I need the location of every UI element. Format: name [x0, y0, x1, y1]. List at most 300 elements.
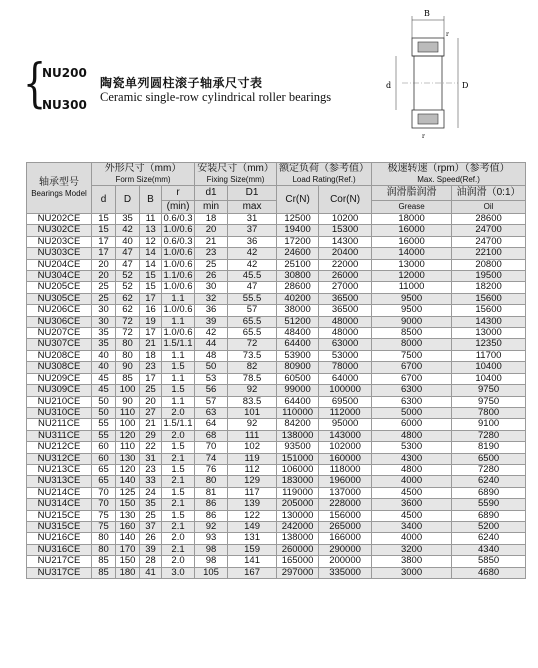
cell-D: 150: [116, 556, 140, 567]
cell-B: 11: [140, 214, 162, 225]
header-fixing-size: [195, 163, 277, 186]
cell-cor: 112000: [319, 407, 372, 418]
cell-oil: 7280: [452, 464, 526, 475]
cell-B: 16: [140, 305, 162, 316]
cell-oil: 10400: [452, 362, 526, 373]
cell-B: 21: [140, 419, 162, 430]
cell-d1: 56: [195, 385, 228, 396]
cell-d1: 86: [195, 510, 228, 521]
cell-grease: 6700: [372, 362, 452, 373]
table-row: [27, 499, 526, 510]
cell-r: 1.5: [162, 487, 195, 498]
cell-model: NU210CE: [27, 396, 92, 407]
table-row: [27, 214, 526, 225]
cell-D1: 65.5: [228, 328, 277, 339]
table-row: [27, 419, 526, 430]
cell-cor: 64000: [319, 373, 372, 384]
cell-D1: 112: [228, 464, 277, 475]
cell-r: 1.5: [162, 442, 195, 453]
cell-model: NU313CE: [27, 476, 92, 487]
cell-model: NU217CE: [27, 556, 92, 567]
cell-B: 39: [140, 544, 162, 555]
cell-grease: 11000: [372, 282, 452, 293]
cell-d: 20: [92, 259, 116, 270]
cell-grease: 3600: [372, 499, 452, 510]
cell-d1: 39: [195, 316, 228, 327]
cell-model: NU304CE: [27, 271, 92, 282]
table-row: [27, 328, 526, 339]
cell-model: NU213CE: [27, 464, 92, 475]
cell-oil: 9100: [452, 419, 526, 430]
header-form-en: Form Size(mm): [115, 175, 171, 184]
cell-oil: 5850: [452, 556, 526, 567]
cell-D: 80: [116, 350, 140, 361]
cell-r: 2.1: [162, 453, 195, 464]
cell-grease: 16000: [372, 225, 452, 236]
cell-model: NU317CE: [27, 567, 92, 578]
cell-cr: 60500: [277, 373, 319, 384]
cell-cor: 228000: [319, 499, 372, 510]
header-grease-cn: 润滑脂润滑: [372, 186, 452, 201]
cell-cor: 100000: [319, 385, 372, 396]
table-row: [27, 362, 526, 373]
cell-B: 23: [140, 362, 162, 373]
cell-cor: 160000: [319, 453, 372, 464]
cell-d1: 64: [195, 419, 228, 430]
table-row: [27, 271, 526, 282]
cell-D: 110: [116, 407, 140, 418]
bearing-cross-section-diagram: [372, 4, 492, 154]
cell-cor: 335000: [319, 567, 372, 578]
cell-D1: 129: [228, 476, 277, 487]
cell-r: 1.1: [162, 293, 195, 304]
cell-cr: 64400: [277, 396, 319, 407]
cell-r: 2.1: [162, 476, 195, 487]
cell-cr: 12500: [277, 214, 319, 225]
cell-r: 1.1: [162, 316, 195, 327]
cell-cor: 10200: [319, 214, 372, 225]
cell-model: NU311CE: [27, 430, 92, 441]
cell-B: 28: [140, 556, 162, 567]
cell-model: NU314CE: [27, 499, 92, 510]
cell-grease: 3800: [372, 556, 452, 567]
cell-model: NU315CE: [27, 521, 92, 532]
cell-D: 47: [116, 259, 140, 270]
cell-r: 0.6/0.3: [163, 236, 193, 247]
cell-D1: 47: [228, 282, 277, 293]
table-row: [27, 487, 526, 498]
cell-D1: 57: [228, 305, 277, 316]
cell-oil: 15600: [452, 305, 526, 316]
header-fixing-en: Fixing Size(mm): [206, 175, 265, 184]
cell-d1: 25: [195, 259, 228, 270]
cell-B: 27: [140, 407, 162, 418]
cell-D: 72: [116, 316, 140, 327]
cell-grease: 4000: [372, 476, 452, 487]
cell-B: 33: [140, 476, 162, 487]
cell-d1: 93: [195, 533, 228, 544]
cell-cor: 290000: [319, 544, 372, 555]
cell-r: 1.5: [162, 464, 195, 475]
cell-r: 3.0: [162, 567, 195, 578]
cell-cor: 69500: [319, 396, 372, 407]
header-grease-en: [372, 201, 452, 214]
cell-oil: 11700: [452, 350, 526, 361]
header-cor: Cor(N): [319, 186, 372, 214]
cell-d1: 76: [195, 464, 228, 475]
cell-d: 40: [92, 350, 116, 361]
cell-d: 55: [92, 419, 116, 430]
cell-D1: 131: [228, 533, 277, 544]
cell-cr: 110000: [277, 407, 319, 418]
cell-model: NU216CE: [27, 533, 92, 544]
cell-cor: 137000: [319, 487, 372, 498]
cell-B: 19: [140, 316, 162, 327]
header-cr: Cr(N): [277, 186, 319, 214]
cell-r: 0.6/0.3: [163, 213, 193, 224]
cell-d: 80: [92, 544, 116, 555]
table-row: [27, 293, 526, 304]
cell-oil: 14300: [452, 316, 526, 327]
cell-B: 25: [140, 385, 162, 396]
cell-model: NU312CE: [27, 453, 92, 464]
table-row: [27, 442, 526, 453]
cell-D: 170: [116, 544, 140, 555]
cell-d1: 86: [195, 499, 228, 510]
cell-grease: 4800: [372, 430, 452, 441]
cell-r: 1.0/0.6: [163, 304, 193, 316]
cell-D1: 101: [228, 407, 277, 418]
cell-D: 100: [116, 385, 140, 396]
cell-model: NU316CE: [27, 544, 92, 555]
cell-d1: 42: [195, 328, 228, 339]
cell-r: 1.5/1.1: [163, 338, 193, 350]
header-r-min: (min): [162, 201, 195, 214]
cell-r: 1.1: [162, 396, 195, 407]
cell-oil: 7280: [452, 430, 526, 441]
cell-d: 65: [92, 476, 116, 487]
cell-D1: 72: [228, 339, 277, 350]
page-header: [0, 0, 538, 160]
cell-cr: 53900: [277, 350, 319, 361]
cell-cor: 48000: [319, 328, 372, 339]
header-form-size: [92, 163, 195, 186]
cell-B: 17: [140, 293, 162, 304]
cell-cr: 17200: [277, 236, 319, 247]
cell-D1: 78.5: [228, 373, 277, 384]
cell-grease: 6000: [372, 419, 452, 430]
cell-d1: 80: [195, 476, 228, 487]
cell-D1: 141: [228, 556, 277, 567]
cell-cr: 205000: [277, 499, 319, 510]
cell-cr: 28600: [277, 282, 319, 293]
cell-oil: 24700: [452, 225, 526, 236]
header-r: r: [162, 186, 195, 201]
cell-B: 25: [140, 510, 162, 521]
cell-D: 110: [116, 442, 140, 453]
cell-oil: 10400: [452, 373, 526, 384]
header-model-cn: 轴承型号: [39, 177, 79, 188]
cell-r: 1.0/0.6: [163, 327, 193, 339]
cell-grease: 13000: [372, 259, 452, 270]
cell-model: NU203CE: [27, 236, 92, 247]
cell-cr: 119000: [277, 487, 319, 498]
cell-D1: 55.5: [228, 293, 277, 304]
cell-d: 70: [92, 499, 116, 510]
diagram-label-B: B: [424, 9, 430, 18]
cell-D1: 36: [228, 236, 277, 247]
table-row: [27, 225, 526, 236]
cell-model: NU209CE: [27, 373, 92, 384]
table-row: [27, 521, 526, 532]
cell-D: 125: [116, 487, 140, 498]
diagram-label-r-bottom: r: [422, 133, 425, 140]
table-row: [27, 533, 526, 544]
cell-grease: 6300: [372, 385, 452, 396]
cell-cr: 38000: [277, 305, 319, 316]
cell-D: 120: [116, 430, 140, 441]
cell-D1: 149: [228, 521, 277, 532]
cell-D: 120: [116, 464, 140, 475]
cell-D: 130: [116, 510, 140, 521]
cell-r: 1.5: [162, 385, 195, 396]
cell-oil: 19500: [452, 271, 526, 282]
cell-cor: 102000: [319, 442, 372, 453]
cell-B: 31: [140, 453, 162, 464]
table-row: [27, 453, 526, 464]
cell-model: NU306CE: [27, 316, 92, 327]
cell-d: 75: [92, 510, 116, 521]
header-load-cn: 额定负荷（参考值）: [279, 163, 370, 174]
cell-cor: 265000: [319, 521, 372, 532]
cell-grease: 5000: [372, 407, 452, 418]
cell-model: NU207CE: [27, 328, 92, 339]
cell-cr: 106000: [277, 464, 319, 475]
cell-d: 60: [92, 453, 116, 464]
cell-cr: 99000: [277, 385, 319, 396]
table-row: [27, 248, 526, 259]
cell-oil: 8190: [452, 442, 526, 453]
cell-D1: 122: [228, 510, 277, 521]
header-D1-max: max: [228, 201, 277, 214]
cell-B: 21: [140, 339, 162, 350]
cell-cr: 19400: [277, 225, 319, 236]
cell-B: 23: [140, 464, 162, 475]
cell-d: 65: [92, 464, 116, 475]
cell-D: 42: [116, 225, 140, 236]
cell-B: 22: [140, 442, 162, 453]
cell-grease: 3000: [372, 567, 452, 578]
cell-cr: 48400: [277, 328, 319, 339]
cell-r: 2.1: [162, 499, 195, 510]
cell-oil: 13000: [452, 328, 526, 339]
cell-model: NU202CE: [27, 214, 92, 225]
cell-oil: 9750: [452, 385, 526, 396]
cell-d1: 44: [195, 339, 228, 350]
cell-B: 15: [140, 282, 162, 293]
cell-oil: 15600: [452, 293, 526, 304]
cell-D1: 139: [228, 499, 277, 510]
cell-cor: 95000: [319, 419, 372, 430]
cell-D: 47: [116, 248, 140, 259]
cell-B: 26: [140, 533, 162, 544]
header-load-en: Load Rating(Ref.): [292, 175, 356, 184]
cell-cor: 53000: [319, 350, 372, 361]
header-fixing-cn: 安装尺寸（mm）: [197, 163, 274, 174]
cell-d: 80: [92, 533, 116, 544]
cell-model: NU215CE: [27, 510, 92, 521]
cell-cor: 20400: [319, 248, 372, 259]
cell-D: 160: [116, 521, 140, 532]
header-form-cn: 外形尺寸（mm）: [104, 163, 182, 174]
cell-r: 1.5: [162, 510, 195, 521]
cell-d1: 32: [195, 293, 228, 304]
header-d: d: [92, 186, 116, 214]
cell-d: 85: [92, 556, 116, 567]
cell-d: 25: [92, 293, 116, 304]
cell-cr: 80900: [277, 362, 319, 373]
cell-model: NU204CE: [27, 259, 92, 270]
header-oil-en: [452, 201, 526, 214]
cell-oil: 24700: [452, 236, 526, 247]
cell-d1: 57: [195, 396, 228, 407]
cell-B: 18: [140, 350, 162, 361]
bearing-spec-table: [26, 162, 526, 579]
cell-grease: 12000: [372, 271, 452, 282]
cell-d: 45: [92, 373, 116, 384]
cell-B: 35: [140, 499, 162, 510]
cell-D1: 73.5: [228, 350, 277, 361]
table-row: [27, 305, 526, 316]
cell-D: 52: [116, 271, 140, 282]
cell-model: NU214CE: [27, 487, 92, 498]
cell-cor: 166000: [319, 533, 372, 544]
cell-oil: 22100: [452, 248, 526, 259]
cell-oil: 6890: [452, 487, 526, 498]
cell-cr: 84200: [277, 419, 319, 430]
header-B: B: [140, 186, 162, 214]
cell-d1: 98: [195, 544, 228, 555]
cell-D1: 83.5: [228, 396, 277, 407]
cell-d: 50: [92, 396, 116, 407]
cell-model: NU208CE: [27, 350, 92, 361]
title-english: Ceramic single-row cylindrical roller bearings: [100, 90, 332, 104]
table-row: [27, 544, 526, 555]
cell-grease: 6700: [372, 373, 452, 384]
cell-oil: 6890: [452, 510, 526, 521]
cell-oil: 20800: [452, 259, 526, 270]
cell-d1: 20: [195, 225, 228, 236]
cell-D: 140: [116, 533, 140, 544]
cell-d1: 63: [195, 407, 228, 418]
cell-oil: 7800: [452, 407, 526, 418]
cell-D: 180: [116, 567, 140, 578]
cell-d1: 81: [195, 487, 228, 498]
cell-d: 50: [92, 407, 116, 418]
cell-model: NU303CE: [27, 248, 92, 259]
header-D1: D1: [228, 186, 277, 201]
cell-d1: 36: [195, 305, 228, 316]
cell-cor: 22000: [319, 259, 372, 270]
cell-D: 62: [116, 305, 140, 316]
cell-grease: 9000: [372, 316, 452, 327]
cell-oil: 5200: [452, 521, 526, 532]
cell-r: 1.1: [162, 373, 195, 384]
cell-grease: 4500: [372, 510, 452, 521]
cell-D1: 65.5: [228, 316, 277, 327]
cell-r: 2.0: [162, 556, 195, 567]
cell-oil: 18200: [452, 282, 526, 293]
cell-D: 85: [116, 373, 140, 384]
table-row: [27, 510, 526, 521]
cell-D: 62: [116, 293, 140, 304]
cell-D1: 102: [228, 442, 277, 453]
cell-B: 17: [140, 328, 162, 339]
cell-model: NU206CE: [27, 305, 92, 316]
cell-D1: 119: [228, 453, 277, 464]
cell-B: 37: [140, 521, 162, 532]
cell-r: 2.0: [162, 533, 195, 544]
cell-cr: 51200: [277, 316, 319, 327]
cell-model: NU310CE: [27, 407, 92, 418]
cell-oil: 6240: [452, 476, 526, 487]
cell-model: NU309CE: [27, 385, 92, 396]
cell-D1: 82: [228, 362, 277, 373]
cell-d1: 53: [195, 373, 228, 384]
cell-d1: 30: [195, 282, 228, 293]
cell-cr: 64400: [277, 339, 319, 350]
cell-r: 1.5/1.1: [163, 418, 193, 430]
cell-grease: 9500: [372, 293, 452, 304]
header-model: [27, 163, 92, 214]
cell-B: 24: [140, 487, 162, 498]
cell-r: 2.1: [162, 521, 195, 532]
cell-B: 29: [140, 430, 162, 441]
header-model-en: Bearings Model: [31, 189, 87, 198]
cell-cr: 25100: [277, 259, 319, 270]
cell-grease: 4300: [372, 453, 452, 464]
cell-d: 20: [92, 271, 116, 282]
header-oil-en-text: Oil: [483, 202, 494, 211]
cell-D: 140: [116, 476, 140, 487]
cell-r: 1.0/0.6: [163, 224, 193, 236]
brace-symbol: {: [22, 54, 47, 114]
cell-cor: 63000: [319, 339, 372, 350]
cell-grease: 5300: [372, 442, 452, 453]
cell-B: 13: [140, 225, 162, 236]
cell-B: 17: [140, 373, 162, 384]
header-d1: d1: [195, 186, 228, 201]
cell-grease: 7500: [372, 350, 452, 361]
cell-cr: 93500: [277, 442, 319, 453]
cell-model: NU308CE: [27, 362, 92, 373]
cell-oil: 28600: [452, 214, 526, 225]
cell-D1: 111: [228, 430, 277, 441]
cell-d: 15: [92, 214, 116, 225]
cell-d: 45: [92, 385, 116, 396]
cell-r: 1.5: [162, 362, 195, 373]
cell-grease: 3200: [372, 544, 452, 555]
cell-cor: 118000: [319, 464, 372, 475]
cell-model: NU212CE: [27, 442, 92, 453]
table-row: [27, 567, 526, 578]
cell-cor: 48000: [319, 316, 372, 327]
cell-cr: 40200: [277, 293, 319, 304]
cell-d: 25: [92, 282, 116, 293]
header-oil-cn: 油润滑（0:1）: [452, 186, 526, 201]
table-row: [27, 373, 526, 384]
cell-d: 70: [92, 487, 116, 498]
